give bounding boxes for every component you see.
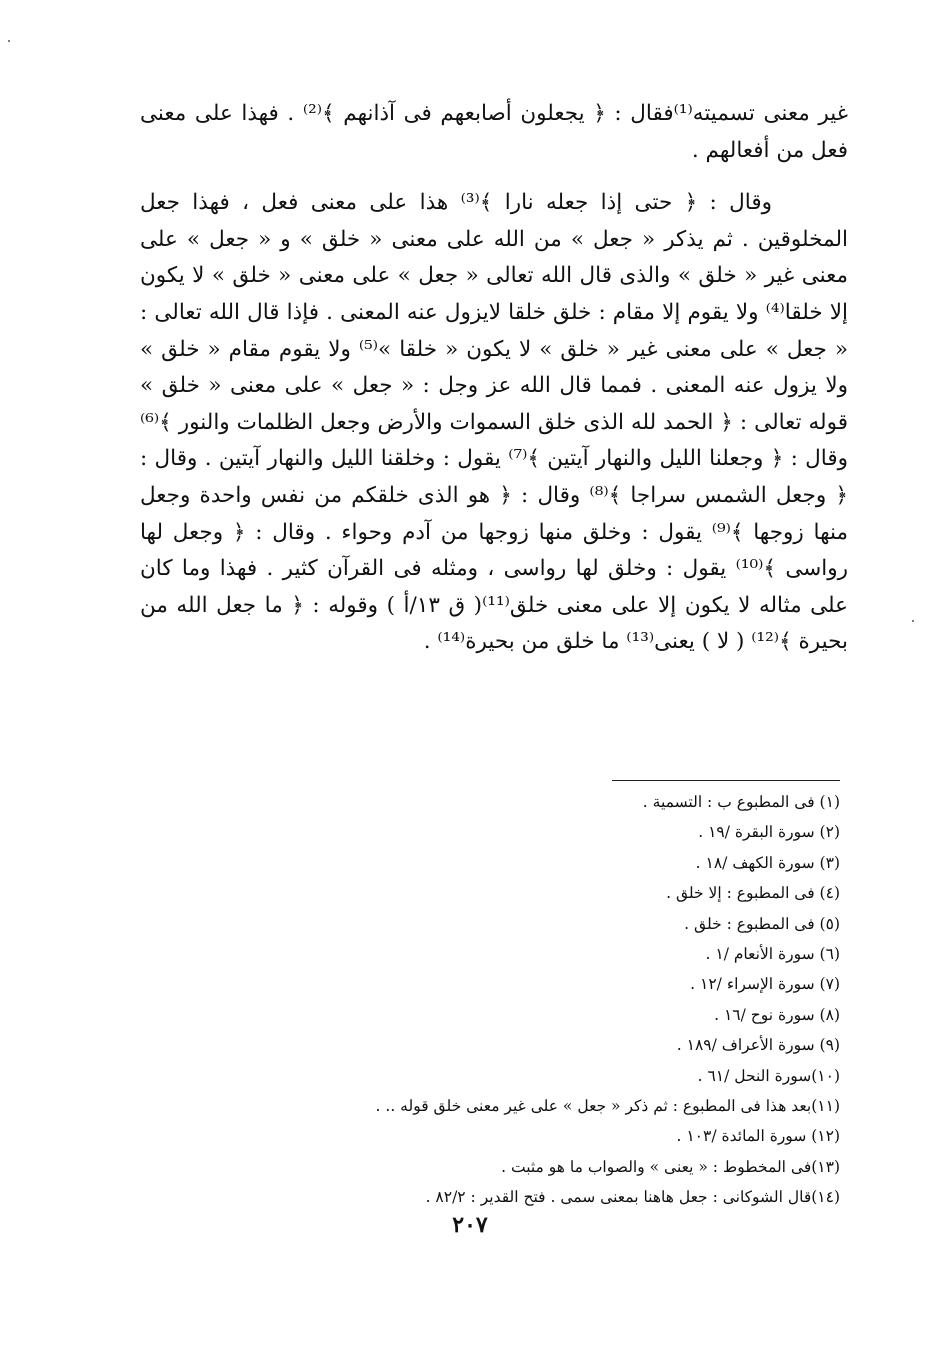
footnote: (٥) فى المطبوع : خلق . bbox=[684, 914, 840, 933]
footnote: (٤) فى المطبوع : إلا خلق . bbox=[666, 884, 840, 903]
scan-speck bbox=[912, 620, 914, 622]
paragraph-1: غير معنى تسميته⁽¹⁾فقال : ﴿ يجعلون أصابعهم فى آذانهم ﴾⁽²⁾ . فهذا على معنى فعل من أفعالهم . bbox=[140, 101, 848, 163]
footnote: (٦) سورة الأنعام /١ . bbox=[705, 945, 840, 964]
footnote: (٢) سورة البقرة /١٩ . bbox=[698, 823, 840, 842]
footnotes bbox=[300, 772, 840, 1213]
footnote: (١٤)قال الشوكانى : جعل هاهنا بمعنى سمى . فتح القدير : ٨٢/٢ . bbox=[425, 1188, 840, 1207]
footnote: (١) فى المطبوع ب : التسمية . bbox=[642, 793, 840, 811]
scan-speck bbox=[8, 40, 10, 42]
footnote: (٩) سورة الأعراف /١٨٩ . bbox=[676, 1036, 840, 1055]
paragraph-2: وقال : ﴿ حتى إذا جعله نارا ﴾⁽³⁾ هذا على معنى فعل ، فهذا جعل المخلوقين . ثم يذكر « جعل » من الله على معنى « خلق » و « جعل » على معنى غير « خلق » والذى قال الله تعالى « جعل » على معنى « خلق » لا يكون إلا خلقا⁽⁴⁾ ولا يقوم إلا مقام : خلق خلقا لايزول عنه المعنى . فإذا قال الله تعالى : « جعل » على معنى غير « خلق » لا يكون « خلقا »⁽⁵⁾ ولا يقوم مقام « خلق » ولا يزول عنه المعنى . فمما قال الله عز وجل : « جعل » على معنى « خلق » قوله تعالى : ﴿ الحمد لله الذى خلق السموات والأرض وجعل الظلمات والنور ﴾⁽⁶⁾ وقال : ﴿ وجعلنا الليل والنهار آيتين ﴾⁽⁷⁾ يقول : وخلقنا الليل والنهار آيتين . وقال : ﴿ وجعل الشمس سراجا ﴾⁽⁸⁾ وقال : ﴿ هو الذى خلقكم من نفس واحدة وجعل منها زوجها ﴾⁽⁹⁾ يقول : وخلق منها زوجها من آدم وحواء . وقال : ﴿ وجعل لها رواسى ﴾⁽¹⁰⁾ يقول : وخلق لها رواسى ، ومثله فى القرآن كثير . فهذا وما كان على مثاله لا يكون إلا على معنى خلق⁽¹¹⁾( ق ١٣/أ ) وقوله : ﴿ ما جعل الله من بحيرة ﴾⁽¹²⁾ ( لا ) يعنى⁽¹³⁾ ما خلق من بحيرة⁽¹⁴⁾ . bbox=[140, 190, 849, 655]
main-text bbox=[140, 96, 848, 677]
footnote: (١٣)فى المخطوط : « يعنى » والصواب ما هو مثبت . bbox=[501, 1157, 840, 1176]
footnote: (١٠)سورة النحل /٦١ . bbox=[697, 1066, 840, 1085]
footnote: (١١)بعد هذا فى المطبوع : ثم ذكر « جعل » على غير معنى خلق قوله .. . bbox=[375, 1097, 840, 1116]
footnote: (٣) سورة الكهف /١٨ . bbox=[695, 853, 840, 872]
footnote: (١٢) سورة المائدة /١٠٣ . bbox=[676, 1127, 840, 1146]
footnote: (٨) سورة نوح /١٦ . bbox=[714, 1005, 840, 1024]
footnote: (٧) سورة الإسراء /١٢ . bbox=[690, 975, 840, 994]
footnote-divider bbox=[612, 780, 840, 781]
page-number: ٢٠٧ bbox=[452, 1212, 488, 1238]
